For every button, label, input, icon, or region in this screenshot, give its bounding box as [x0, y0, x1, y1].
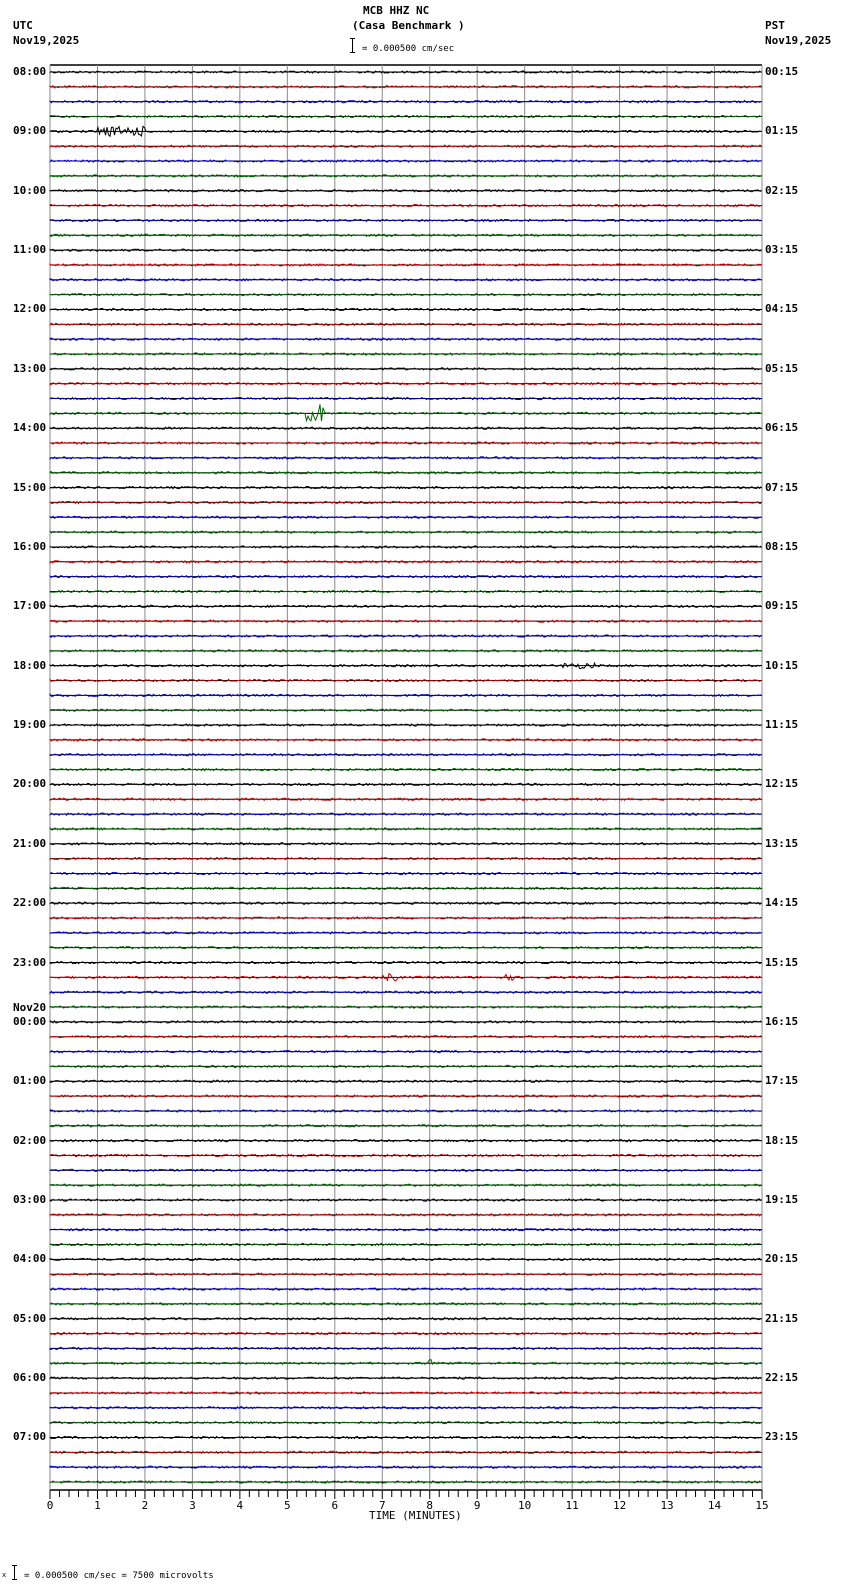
svg-text:5: 5: [284, 1499, 291, 1512]
svg-text:1: 1: [94, 1499, 101, 1512]
utc-date-label: Nov20: [13, 1000, 47, 1014]
utc-hour-label: 11:00: [13, 243, 47, 257]
utc-hour-label: 03:00: [13, 1193, 47, 1206]
utc-hour-label: 10:00: [13, 183, 47, 197]
svg-text:13: 13: [660, 1499, 674, 1512]
utc-hour-label: 15:00: [13, 480, 47, 494]
left-timezone: UTC: [13, 19, 33, 32]
pst-hour-label: 19:15: [765, 1193, 799, 1206]
pst-hour-label: 00:15: [765, 65, 799, 78]
pst-hour-label: 21:15: [765, 1311, 799, 1325]
pst-hour-label: 06:15: [765, 421, 799, 435]
svg-text:15: 15: [755, 1499, 769, 1512]
utc-hour-label: 06:00: [13, 1371, 47, 1385]
utc-hour-label: 16:00: [13, 539, 47, 553]
svg-text:11: 11: [565, 1499, 579, 1512]
svg-text:6: 6: [331, 1499, 339, 1512]
pst-hour-label: 22:15: [765, 1371, 799, 1385]
pst-hour-label: 04:15: [765, 302, 799, 316]
svg-text:2: 2: [141, 1499, 149, 1512]
svg-text:9: 9: [473, 1499, 481, 1512]
svg-text:8: 8: [426, 1499, 434, 1512]
station-title: MCB HHZ NC: [363, 4, 430, 17]
footer-prefix: x: [2, 1571, 7, 1579]
x-axis-title: TIME (MINUTES): [369, 1509, 462, 1522]
pst-hour-label: 14:15: [765, 896, 799, 910]
svg-text:12: 12: [612, 1499, 627, 1512]
pst-hour-label: 13:15: [765, 836, 799, 850]
utc-hour-label: 12:00: [13, 302, 47, 316]
svg-text:10: 10: [518, 1499, 532, 1512]
utc-hour-label: 20:00: [13, 777, 47, 791]
utc-hour-label: 22:00: [13, 896, 47, 910]
pst-hour-label: 09:15: [765, 599, 799, 613]
utc-hour-label: 14:00: [13, 421, 47, 435]
pst-hour-label: 15:15: [765, 955, 799, 969]
left-date: Nov19,2025: [13, 34, 80, 47]
svg-text:3: 3: [189, 1499, 196, 1512]
utc-hour-label: 07:00: [13, 1430, 47, 1444]
footer-scale-label: = 0.000500 cm/sec = 7500 microvolts: [24, 1571, 214, 1581]
right-timezone: PST: [765, 19, 785, 32]
scale-label: = 0.000500 cm/sec: [362, 44, 455, 54]
utc-hour-label: 17:00: [13, 599, 47, 613]
svg-text:14: 14: [707, 1499, 722, 1512]
utc-hour-label: 09:00: [13, 124, 47, 138]
pst-hour-label: 10:15: [765, 658, 799, 672]
utc-hour-label: 04:00: [13, 1252, 47, 1266]
right-date: Nov19,2025: [765, 34, 832, 47]
pst-hour-label: 11:15: [765, 718, 799, 732]
pst-hour-label: 20:15: [765, 1252, 799, 1266]
pst-hour-label: 18:15: [765, 1133, 799, 1147]
svg-text:4: 4: [236, 1499, 244, 1512]
station-location: (Casa Benchmark ): [352, 19, 465, 32]
footer-scale-bar-icon: [14, 1565, 20, 1580]
pst-hour-label: 03:15: [765, 243, 799, 257]
pst-hour-label: 05:15: [765, 361, 799, 375]
utc-hour-label: 21:00: [13, 836, 47, 850]
pst-hour-label: 01:15: [765, 124, 799, 138]
pst-hour-label: 02:15: [765, 183, 799, 197]
utc-hour-label: 23:00: [13, 955, 47, 969]
pst-hour-label: 07:15: [765, 480, 799, 494]
pst-hour-label: 12:15: [765, 777, 799, 791]
pst-hour-label: 08:15: [765, 539, 799, 553]
utc-hour-label: 01:00: [13, 1074, 47, 1088]
pst-hour-label: 23:15: [765, 1430, 799, 1444]
utc-hour-label: 19:00: [13, 718, 47, 732]
utc-hour-label: 18:00: [13, 658, 47, 672]
utc-hour-label: 05:00: [13, 1311, 47, 1325]
utc-hour-label: 13:00: [13, 361, 47, 375]
svg-text:7: 7: [378, 1499, 386, 1512]
svg-text:0: 0: [46, 1499, 54, 1512]
utc-hour-label: 02:00: [13, 1133, 47, 1147]
utc-hour-label: 08:00: [13, 65, 47, 78]
utc-hour-label: 00:00: [13, 1014, 47, 1028]
pst-hour-label: 17:15: [765, 1074, 799, 1088]
pst-hour-label: 16:15: [765, 1014, 799, 1028]
